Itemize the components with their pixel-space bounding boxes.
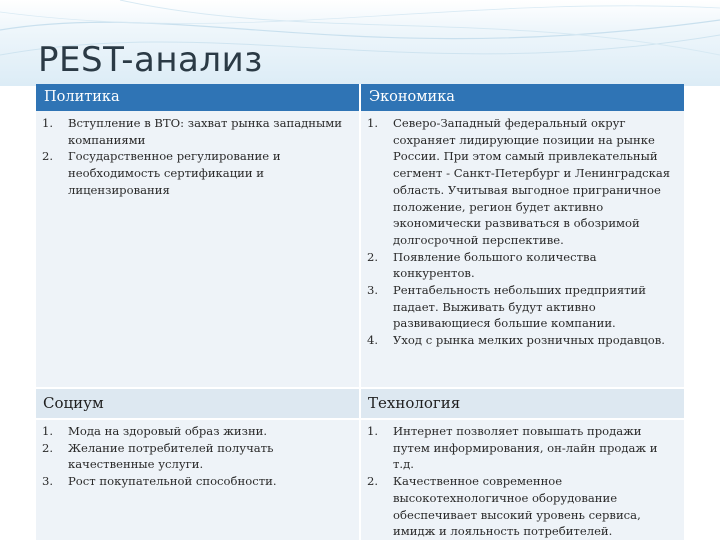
list-item-text: Мода на здоровый образ жизни. [68,424,268,438]
list-item-text: Желание потребителей получать качественные услуги. [68,440,274,472]
list-item [42,148,353,198]
list-item-text: Качественное современное высокотехнологичное оборудование обеспечивает высокий уровень сервиса, имидж и лояльность потребителей. [393,474,641,539]
list-item-text: Рост покупательной способности. [68,474,277,489]
list-item-number: 2. [42,440,54,455]
list-item [367,473,678,540]
politics-list [42,115,353,199]
list-item-text: Рентабельность небольших предприятий падает. Выживать будут активно развивающиеся большие компании. [393,283,647,331]
cell-politics [36,111,360,388]
heading-politics: Политика [36,84,360,111]
list-item-number: 1. [42,424,54,438]
list-item [367,115,678,249]
list-item-number: 1. [42,116,54,130]
list-item-number: 2. [367,249,379,264]
list-item-text: Государственное регулирование и необходимость сертификации и лицензирования [68,149,281,197]
list-item-number: 2. [367,474,379,489]
list-item-number: 3. [367,283,379,298]
cell-society [36,419,360,540]
list-item-text: Северо-Западный федеральный округ сохраняет лидирующие позиции на рынке России. При этом самый привлекательный сегмент - Санкт-Петербург и Ленинградская область. Учитывая выгодное приграничное положение, регион будет активно экономически развиваться в обозримой долгосрочной перспективе. [393,116,671,247]
list-item-text: Вступление в ВТО: захват рынка западными компаниями [68,116,343,147]
pest-table [36,84,684,540]
list-item [367,332,678,349]
list-item-number: 1. [367,424,379,438]
list-item [42,423,353,440]
list-item-number: 2. [42,149,54,164]
heading-technology: Технология [360,388,684,419]
list-item [42,473,353,490]
economy-list [367,115,678,349]
list-item [42,115,353,148]
list-item [367,423,678,473]
list-item-number: 4. [367,333,379,348]
list-item-text: Появление большого количества конкурентов. [393,249,597,281]
list-item-text: Интернет позволяет повышать продажи путем информирования, он-лайн продаж и т.д. [393,424,658,472]
slide-title: PEST-анализ [38,40,263,80]
list-item-text: Уход с рынка мелких розничных продавцов. [393,333,665,348]
cell-technology [360,419,684,540]
cell-economy [360,111,684,388]
list-item [367,249,678,282]
list-item [42,440,353,473]
list-item-number: 1. [367,116,379,130]
list-item-number: 3. [42,474,54,489]
list-item [367,282,678,332]
heading-society: Социум [36,388,360,419]
society-list [42,423,353,490]
technology-list [367,423,678,540]
heading-economy: Экономика [360,84,684,111]
